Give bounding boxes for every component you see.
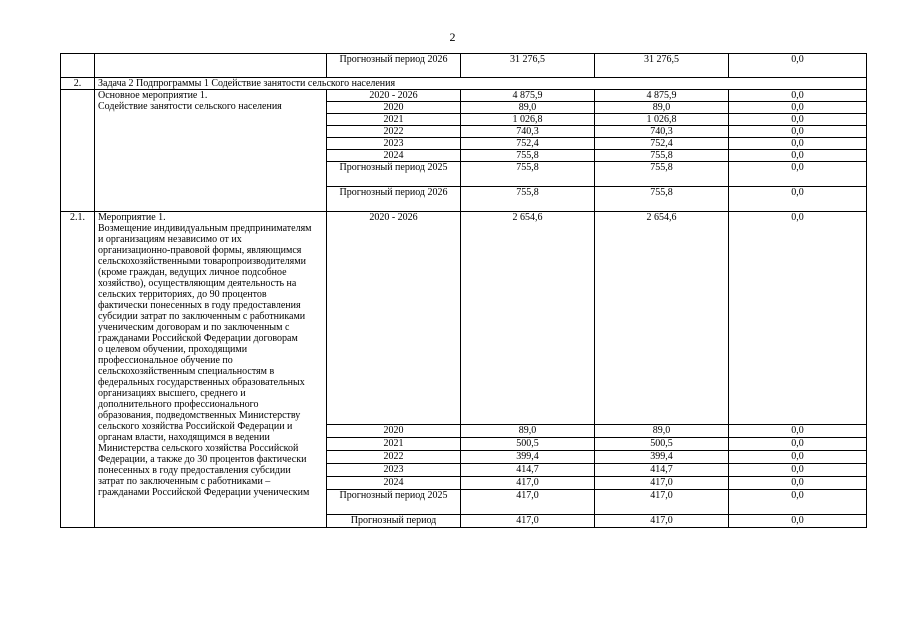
period-cell: Прогнозный период 2025 [327,162,461,187]
event-description-line: организационно-правовой формы, являющимся [98,245,302,256]
other-cell: 0,0 [729,162,867,187]
total-cell: 752,4 [461,138,595,150]
period-cell: 2020 - 2026 [327,212,461,425]
total-cell: 4 875,9 [461,90,595,102]
table-row [61,54,867,78]
event-description-line: о целевом обучении, проходящими [98,344,248,355]
total-cell: 89,0 [461,425,595,438]
period-cell: Прогнозный период 2026 [327,187,461,212]
budget-table [60,53,867,528]
budget-cell: 89,0 [595,425,729,438]
total-cell: 500,5 [461,438,595,451]
other-cell: 0,0 [729,515,867,528]
event-description-line: фактически понесенных в году предоставления [98,300,301,311]
budget-cell: 417,0 [595,477,729,490]
period-cell: 2022 [327,451,461,464]
budget-cell: 500,5 [595,438,729,451]
other-cell: 0,0 [729,114,867,126]
event-description-line: профессиональное обучение по [98,355,233,366]
budget-cell: 755,8 [595,187,729,212]
event-description-line: федеральных государственных образовательных [98,377,305,388]
total-cell: 1 026,8 [461,114,595,126]
event-description-line: сельского хозяйства Российской Федерации и [98,421,293,432]
total-cell: 399,4 [461,451,595,464]
other-cell: 0,0 [729,425,867,438]
event-description-line: сельскохозяйственными товаропроизводителями [98,256,306,267]
other-cell: 0,0 [729,477,867,490]
other-cell: 0,0 [729,451,867,464]
event-description-line: гражданами Российской Федерации договорам [98,333,298,344]
other-cell: 0,0 [729,126,867,138]
other-cell: 0,0 [729,138,867,150]
total-cell: 417,0 [461,490,595,515]
total-cell: 2 654,6 [461,212,595,425]
event-description-line: затрат по заключенным с работниками – [98,476,271,487]
event-description-line: дополнительного профессионального [98,399,259,410]
budget-cell: 417,0 [595,515,729,528]
event-title: Основное мероприятие 1. [98,90,208,101]
budget-cell: 752,4 [595,138,729,150]
event-description-line: сельских территориях, до 90 процентов [98,289,267,300]
period-cell: 2020 - 2026 [327,90,461,102]
total-cell: 89,0 [461,102,595,114]
period-cell: 2021 [327,114,461,126]
event-description-line: гражданами Российской Федерации ученическим [98,487,310,498]
event-description-line: Федерации, а также до 30 процентов фактически [98,454,307,465]
name-cell [95,54,327,78]
budget-cell: 89,0 [595,102,729,114]
event-description-line: организациях высшего, среднего и [98,388,246,399]
total-cell: 414,7 [461,464,595,477]
table-row [61,90,867,102]
event-number: 2.1. [61,212,95,528]
total-cell: 755,8 [461,150,595,162]
event-description-line: Возмещение индивидуальным предпринимателям [98,223,312,234]
other-cell: 0,0 [729,102,867,114]
period-cell: 2024 [327,150,461,162]
event-description-line: субсидии затрат по заключенным с работниками [98,311,306,322]
event-description-line: сельскохозяйственным специальностям в [98,366,275,377]
total-cell: 417,0 [461,515,595,528]
event-name-cell [95,212,327,528]
total-cell: 755,8 [461,187,595,212]
other-cell: 0,0 [729,90,867,102]
budget-cell: 4 875,9 [595,90,729,102]
period-cell: 2022 [327,126,461,138]
total-cell: 31 276,5 [461,54,595,78]
event-description-line: Министерства сельского хозяйства Российской [98,443,299,454]
event-description-line: органам власти, находящимся в ведении [98,432,270,443]
other-cell: 0,0 [729,490,867,515]
event-description: Содействие занятости сельского населения [98,101,282,112]
number-cell [61,54,95,78]
period-cell: Прогнозный период [327,515,461,528]
budget-cell: 2 654,6 [595,212,729,425]
page-number: 2 [449,30,456,44]
period-cell: 2023 [327,464,461,477]
task-row [61,78,867,90]
budget-cell: 414,7 [595,464,729,477]
task-title: Задача 2 Подпрограммы 1 Содействие занятости сельского населения [95,78,867,90]
event-description-line: хозяйство), осуществляющим деятельность на [98,278,297,289]
event-description-line: понесенных в году предоставления субсидии [98,465,291,476]
budget-cell: 755,8 [595,150,729,162]
period-cell: Прогнозный период 2025 [327,490,461,515]
total-cell: 417,0 [461,477,595,490]
event-description-line: образования, подведомственных Министерству [98,410,301,421]
other-cell: 0,0 [729,150,867,162]
event-name-cell [95,90,327,212]
period-cell: 2020 [327,102,461,114]
total-cell: 740,3 [461,126,595,138]
event-title: Мероприятие 1. [98,212,166,223]
period-cell: 2024 [327,477,461,490]
other-cell: 0,0 [729,54,867,78]
budget-cell: 417,0 [595,490,729,515]
period-cell: 2023 [327,138,461,150]
task-number: 2. [61,78,95,90]
period-cell: 2021 [327,438,461,451]
event-description-line: (кроме граждан, ведущих личное подсобное [98,267,287,278]
budget-cell: 31 276,5 [595,54,729,78]
number-cell [61,90,95,212]
other-cell: 0,0 [729,212,867,425]
period-cell: 2020 [327,425,461,438]
other-cell: 0,0 [729,464,867,477]
budget-cell: 740,3 [595,126,729,138]
period-cell: Прогнозный период 2026 [327,54,461,78]
event-description-line: ученическим договорам и по заключенным с [98,322,290,333]
budget-cell: 755,8 [595,162,729,187]
budget-cell: 1 026,8 [595,114,729,126]
total-cell: 755,8 [461,162,595,187]
other-cell: 0,0 [729,438,867,451]
budget-cell: 399,4 [595,451,729,464]
table-row [61,212,867,425]
event-description-line: и организациям независимо от их [98,234,242,245]
other-cell: 0,0 [729,187,867,212]
